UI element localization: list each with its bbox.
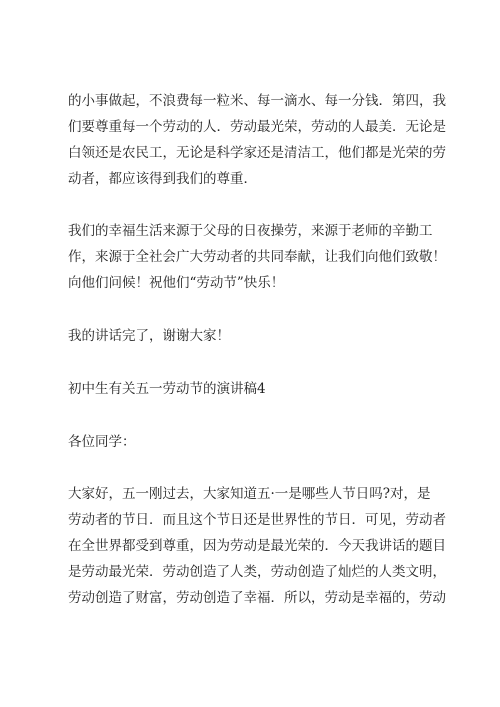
paragraph-1-line-4: 动者，都应该得到我们的尊重．: [68, 171, 257, 187]
paragraph-1-line-3: 白领还是农民工，无论是科学家还是清洁工，他们都是光荣的劳: [68, 145, 446, 161]
paragraph-1-line-1: 的小事做起，不浪费每一粒米、每一滴水、每一分钱．第四，我: [68, 93, 446, 109]
paragraph-3-line-2: 劳动者的节日．而且这个节日还是世界性的节日．可见，劳动者: [68, 512, 446, 528]
section-title: 初中生有关五一劳动节的演讲稿4: [68, 381, 266, 397]
paragraph-2-line-3: 向他们问候！祝他们“劳动节”快乐！: [68, 275, 285, 291]
greeting-line: 各位同学：: [68, 434, 136, 450]
paragraph-3-line-4: 是劳动最光荣．劳动创造了人类，劳动创造了灿烂的人类文明，: [68, 564, 446, 580]
paragraph-3-line-5: 劳动创造了财富，劳动创造了幸福．所以，劳动是幸福的，劳动: [68, 590, 446, 606]
paragraph-1-line-2: 们要尊重每一个劳动的人．劳动最光荣，劳动的人最美．无论是: [68, 119, 446, 135]
paragraph-3-line-1: 大家好，五一刚过去，大家知道五·一是哪些人节日吗?对，是: [68, 486, 431, 502]
paragraph-3-line-3: 在全世界都受到尊重，因为劳动是最光荣的．今天我讲话的题目: [68, 538, 446, 554]
paragraph-2-line-2: 作，来源于全社会广大劳动者的共同奉献，让我们向他们致敬！: [68, 249, 446, 265]
paragraph-2-line-1: 我们的幸福生活来源于父母的日夜操劳，来源于老师的辛勤工: [68, 223, 433, 239]
closing-line: 我的讲话完了，谢谢大家！: [68, 328, 230, 344]
